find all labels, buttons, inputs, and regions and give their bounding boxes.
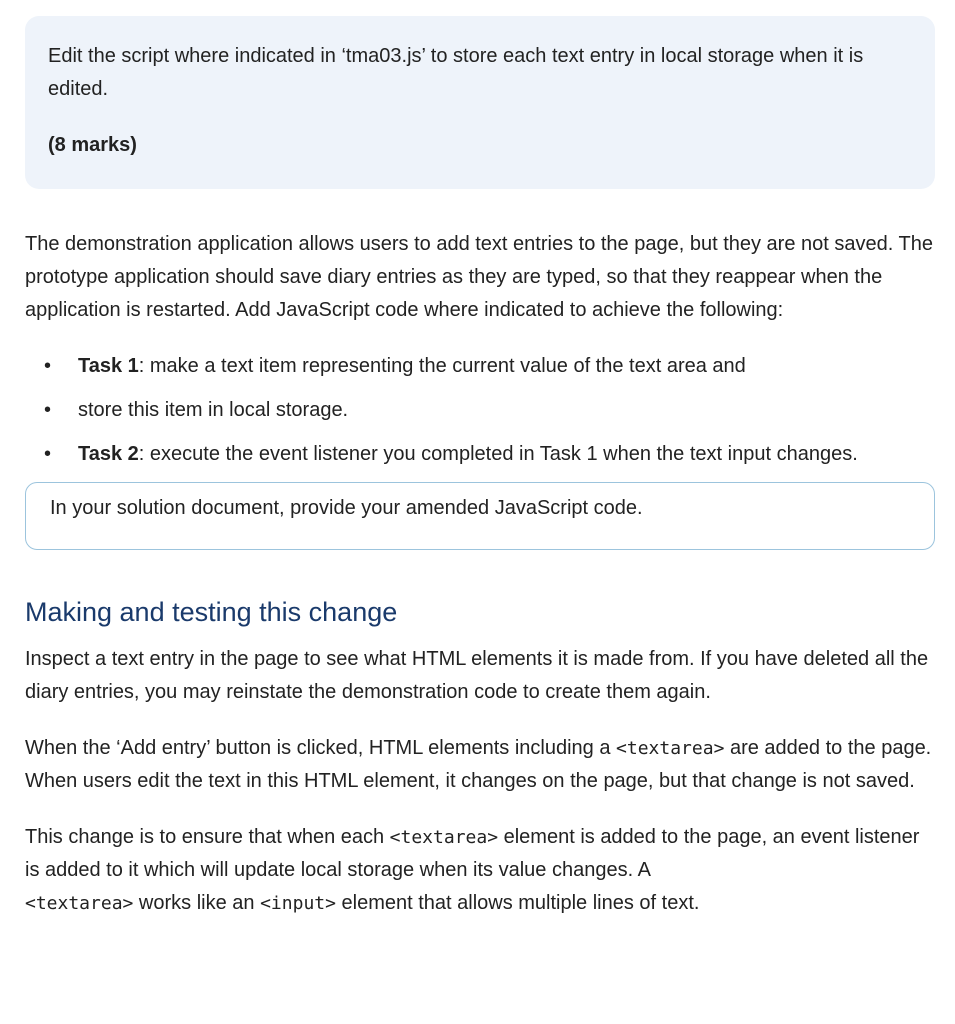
task-label: Task 2: [78, 443, 139, 465]
question-box: [25, 16, 935, 189]
intro-paragraph: The demonstration application allows users to add text entries to the page, but they are not saved. The prototype application should save diary entries as they are typed, so that they reappear when the application is restarted. Add JavaScript code where indicated to achieve the following:: [25, 233, 933, 321]
page-content: [25, 0, 935, 920]
section-heading: Making and testing this change: [25, 597, 398, 627]
task-text: store this item in local storage.: [78, 399, 349, 421]
code-textarea: <textarea>: [389, 827, 499, 848]
section-paragraph-3: [25, 821, 935, 920]
paragraph-text: are added to the page. When users edit the text in this HTML element, it changes on the page, but that change is not saved.: [25, 737, 932, 792]
bullet-icon: •: [44, 443, 52, 465]
code-textarea: <textarea>: [25, 893, 134, 914]
question-marks: (8 marks): [48, 134, 137, 156]
list-item: [25, 438, 935, 471]
paragraph-text: element that allows multiple lines of text.: [335, 892, 700, 914]
paragraph-text: element is added to the page, an event listener is added to it which will update local storage when its value changes. A: [25, 826, 920, 881]
task-text: : make a text item representing the current value of the text area and: [138, 355, 746, 377]
paragraph-text: works like an: [133, 892, 261, 914]
task-list: [25, 350, 935, 471]
section-paragraph-2: [25, 732, 935, 798]
paragraph-text: This change is to ensure that when each: [25, 826, 390, 848]
question-text: Edit the script where indicated in ‘tma03.js’ to store each text entry in local storage when it is edited.: [48, 45, 864, 100]
code-textarea: <textarea>: [616, 738, 725, 759]
paragraph-text: When the ‘Add entry’ button is clicked, HTML elements including a: [25, 737, 617, 759]
section-paragraph-1: Inspect a text entry in the page to see what HTML elements it is made from. If you have deleted all the diary entries, you may reinstate the demonstration code to create them again.: [25, 648, 929, 703]
code-input: <input>: [260, 893, 336, 914]
list-item: [25, 394, 935, 427]
task-text: : execute the event listener you completed in Task 1 when the text input changes.: [138, 443, 858, 465]
task-label: Task 1: [78, 355, 139, 377]
solution-note-text: In your solution document, provide your amended JavaScript code.: [50, 497, 643, 519]
bullet-icon: •: [44, 355, 52, 377]
solution-note-box: [25, 482, 935, 550]
list-item: [25, 350, 935, 383]
bullet-icon: •: [44, 399, 52, 421]
